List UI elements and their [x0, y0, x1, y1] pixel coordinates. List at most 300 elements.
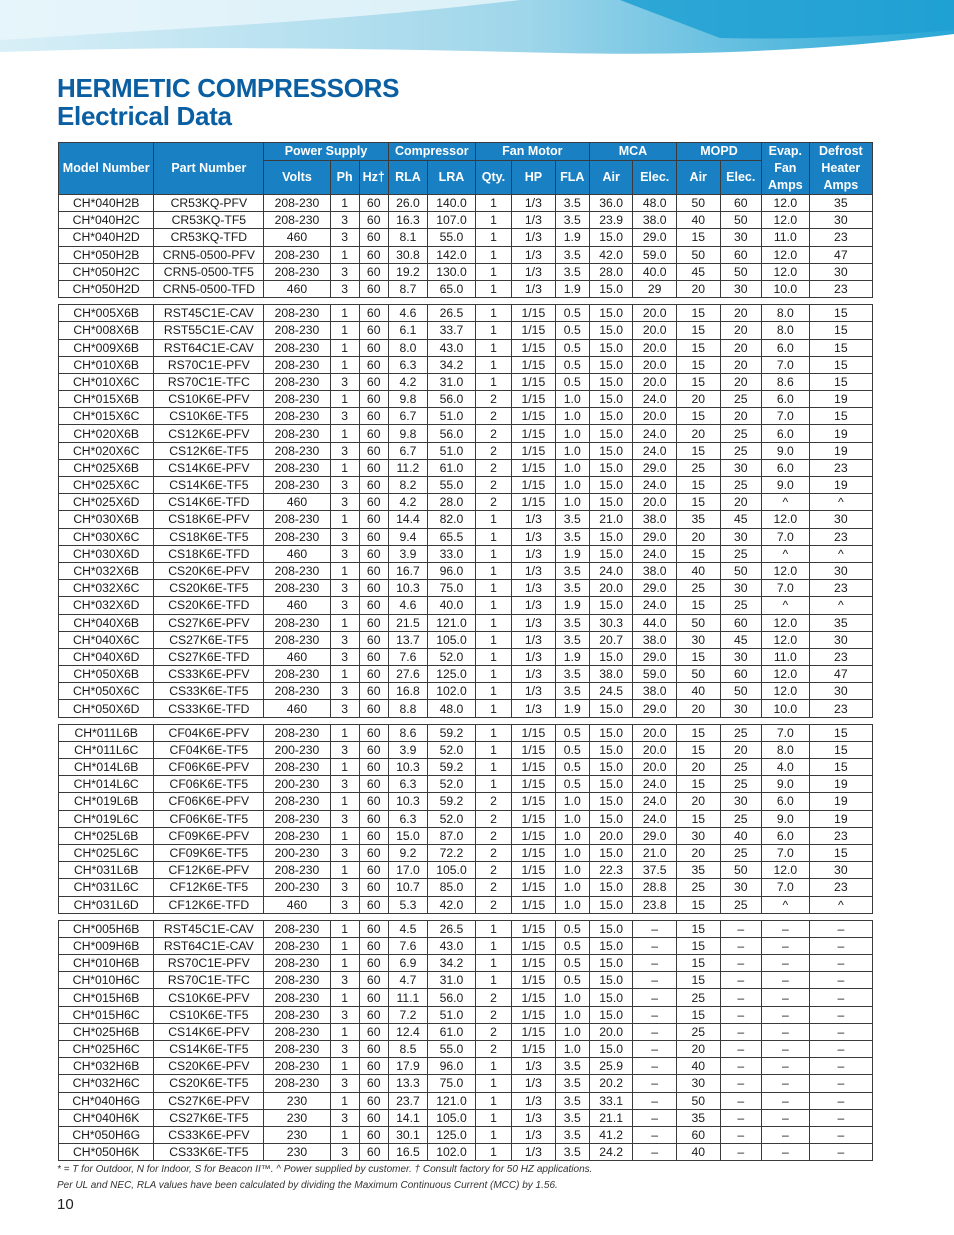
- table-cell: 3: [330, 477, 359, 494]
- table-cell: –: [761, 1092, 809, 1109]
- table-cell: 208-230: [264, 1075, 330, 1092]
- table-cell: 15.0: [589, 955, 633, 972]
- table-row: [59, 1092, 873, 1109]
- table-cell: CH*050H2B: [59, 246, 154, 263]
- table-row: [59, 356, 873, 373]
- table-cell: 30: [720, 459, 761, 476]
- table-cell: 30: [809, 862, 872, 879]
- table-cell: 30.3: [589, 614, 633, 631]
- table-cell: 23: [809, 528, 872, 545]
- table-cell: 0.5: [555, 920, 589, 937]
- table-cell: CH*025X6B: [59, 459, 154, 476]
- table-cell: 1: [330, 246, 359, 263]
- table-cell: 34.2: [428, 356, 476, 373]
- table-cell: –: [633, 955, 677, 972]
- table-cell: 208-230: [264, 322, 330, 339]
- table-cell: 30: [809, 511, 872, 528]
- table-cell: 16.5: [388, 1144, 427, 1161]
- table-cell: 25: [720, 844, 761, 861]
- table-cell: 1.0: [555, 459, 589, 476]
- table-cell: 34.2: [428, 955, 476, 972]
- table-cell: CH*014L6C: [59, 776, 154, 793]
- table-row: [59, 1023, 873, 1040]
- table-cell: CH*032H6B: [59, 1058, 154, 1075]
- table-cell: 25: [676, 459, 720, 476]
- table-cell: 60: [359, 562, 388, 579]
- table-cell: 208-230: [264, 989, 330, 1006]
- table-cell: 1/15: [512, 391, 556, 408]
- table-cell: 1.0: [555, 1023, 589, 1040]
- table-cell: 3: [330, 776, 359, 793]
- table-cell: 15.0: [589, 339, 633, 356]
- table-cell: 0.5: [555, 356, 589, 373]
- col-volts: Volts: [264, 160, 330, 194]
- table-cell: 208-230: [264, 263, 330, 280]
- table-cell: –: [761, 955, 809, 972]
- table-cell: 1: [475, 1058, 511, 1075]
- table-cell: 208-230: [264, 631, 330, 648]
- table-cell: 25: [720, 759, 761, 776]
- table-cell: 2: [475, 391, 511, 408]
- table-cell: 230: [264, 1092, 330, 1109]
- table-cell: 20: [720, 741, 761, 758]
- table-cell: 460: [264, 597, 330, 614]
- table-cell: 0.5: [555, 741, 589, 758]
- table-cell: 12.0: [761, 614, 809, 631]
- table-row: [59, 1041, 873, 1058]
- table-cell: 8.0: [761, 322, 809, 339]
- table-cell: 1/15: [512, 408, 556, 425]
- group-fan-motor: Fan Motor: [475, 143, 589, 161]
- table-cell: 3.5: [555, 1109, 589, 1126]
- table-cell: 60: [359, 580, 388, 597]
- table-cell: 35: [809, 195, 872, 212]
- table-cell: 15: [809, 408, 872, 425]
- table-cell: CS12K6E-PFV: [154, 425, 264, 442]
- table-cell: CH*040X6C: [59, 631, 154, 648]
- table-cell: 30: [809, 212, 872, 229]
- table-cell: 21.0: [589, 511, 633, 528]
- table-cell: 2: [475, 408, 511, 425]
- table-cell: 1: [475, 511, 511, 528]
- table-row: [59, 724, 873, 741]
- table-cell: CH*025L6C: [59, 844, 154, 861]
- group-separator: [59, 717, 873, 724]
- table-cell: 1: [330, 724, 359, 741]
- table-cell: CH*010X6C: [59, 373, 154, 390]
- table-cell: CS14K6E-TFD: [154, 494, 264, 511]
- table-cell: 15.0: [589, 879, 633, 896]
- table-cell: CRN5-0500-PFV: [154, 246, 264, 263]
- table-row: [59, 955, 873, 972]
- table-cell: 2: [475, 459, 511, 476]
- table-cell: –: [809, 1023, 872, 1040]
- table-cell: 3: [330, 1144, 359, 1161]
- table-cell: 4.0: [761, 759, 809, 776]
- table-cell: CH*030X6C: [59, 528, 154, 545]
- table-cell: 65.0: [428, 280, 476, 297]
- table-cell: 60: [359, 920, 388, 937]
- table-cell: 208-230: [264, 408, 330, 425]
- table-cell: 33.7: [428, 322, 476, 339]
- table-cell: 1/15: [512, 1006, 556, 1023]
- table-cell: –: [633, 1092, 677, 1109]
- table-cell: 1/3: [512, 1058, 556, 1075]
- table-cell: 2: [475, 862, 511, 879]
- page-title: HERMETIC COMPRESSORS: [57, 73, 400, 103]
- table-cell: 11.0: [761, 229, 809, 246]
- table-cell: CS12K6E-TF5: [154, 442, 264, 459]
- table-cell: 15: [809, 741, 872, 758]
- table-cell: 1/15: [512, 724, 556, 741]
- table-cell: CH*014L6B: [59, 759, 154, 776]
- table-cell: 23: [809, 648, 872, 665]
- table-cell: 1/3: [512, 1109, 556, 1126]
- table-cell: CF06K6E-TF5: [154, 776, 264, 793]
- table-cell: 3.5: [555, 631, 589, 648]
- table-cell: 3: [330, 631, 359, 648]
- table-cell: CH*031L6D: [59, 896, 154, 913]
- table-cell: 60: [359, 972, 388, 989]
- table-cell: 12.0: [761, 511, 809, 528]
- table-cell: –: [633, 1109, 677, 1126]
- table-cell: 1/15: [512, 356, 556, 373]
- table-cell: CF06K6E-TF5: [154, 810, 264, 827]
- table-cell: 60: [359, 494, 388, 511]
- table-row: [59, 776, 873, 793]
- table-cell: 2: [475, 425, 511, 442]
- table-cell: 208-230: [264, 920, 330, 937]
- table-cell: 1.0: [555, 844, 589, 861]
- table-cell: 43.0: [428, 339, 476, 356]
- table-cell: 25: [720, 776, 761, 793]
- table-cell: 20: [720, 339, 761, 356]
- table-cell: 102.0: [428, 683, 476, 700]
- table-cell: 9.4: [388, 528, 427, 545]
- table-cell: 2: [475, 879, 511, 896]
- table-cell: 1: [330, 1126, 359, 1143]
- table-row: [59, 683, 873, 700]
- table-cell: 15.0: [388, 827, 427, 844]
- table-cell: 25: [720, 896, 761, 913]
- table-cell: 40: [676, 562, 720, 579]
- table-cell: 6.1: [388, 322, 427, 339]
- table-row: [59, 1006, 873, 1023]
- table-cell: 25: [720, 597, 761, 614]
- table-cell: CH*050H2D: [59, 280, 154, 297]
- table-cell: CS10K6E-TF5: [154, 408, 264, 425]
- table-cell: 60: [720, 246, 761, 263]
- table-cell: 50: [720, 683, 761, 700]
- table-row: [59, 631, 873, 648]
- table-cell: CH*032X6C: [59, 580, 154, 597]
- table-cell: 460: [264, 700, 330, 717]
- table-cell: 60: [359, 391, 388, 408]
- table-cell: 50: [720, 862, 761, 879]
- table-cell: 60: [359, 1126, 388, 1143]
- table-cell: –: [633, 1126, 677, 1143]
- table-cell: 1: [330, 305, 359, 322]
- table-cell: 38.0: [633, 631, 677, 648]
- table-cell: 200-230: [264, 879, 330, 896]
- table-cell: 208-230: [264, 827, 330, 844]
- table-cell: 208-230: [264, 459, 330, 476]
- table-cell: 45: [720, 631, 761, 648]
- table-cell: 16.3: [388, 212, 427, 229]
- table-cell: 0.5: [555, 776, 589, 793]
- table-cell: 3: [330, 700, 359, 717]
- table-cell: 1: [475, 580, 511, 597]
- table-cell: 1: [475, 724, 511, 741]
- table-cell: 20.0: [633, 356, 677, 373]
- table-cell: CR53KQ-TF5: [154, 212, 264, 229]
- table-cell: 1/15: [512, 373, 556, 390]
- table-cell: 23.9: [589, 212, 633, 229]
- table-cell: 3: [330, 896, 359, 913]
- table-cell: 10.0: [761, 280, 809, 297]
- table-cell: CS27K6E-PFV: [154, 1092, 264, 1109]
- table-cell: 6.3: [388, 776, 427, 793]
- table-cell: 25: [720, 477, 761, 494]
- table-row: [59, 442, 873, 459]
- table-cell: 1: [475, 614, 511, 631]
- table-cell: 1/3: [512, 229, 556, 246]
- table-cell: 1: [475, 972, 511, 989]
- table-cell: 1: [475, 195, 511, 212]
- table-cell: 20.0: [633, 759, 677, 776]
- table-cell: 15: [676, 545, 720, 562]
- table-cell: 208-230: [264, 614, 330, 631]
- table-cell: CH*032X6D: [59, 597, 154, 614]
- table-cell: 38.0: [633, 562, 677, 579]
- table-row: [59, 229, 873, 246]
- table-cell: 2: [475, 1041, 511, 1058]
- table-cell: 10.3: [388, 580, 427, 597]
- table-cell: 208-230: [264, 683, 330, 700]
- table-cell: 1: [330, 339, 359, 356]
- table-cell: CH*050H6K: [59, 1144, 154, 1161]
- table-cell: 15.0: [589, 776, 633, 793]
- table-cell: 208-230: [264, 810, 330, 827]
- col-evap-fan-amps: Evap. Fan Amps: [761, 143, 809, 195]
- table-cell: 25: [676, 989, 720, 1006]
- table-cell: 15.0: [589, 700, 633, 717]
- table-cell: 1: [475, 920, 511, 937]
- table-cell: CH*050H2C: [59, 263, 154, 280]
- table-cell: –: [720, 1092, 761, 1109]
- table-cell: 60: [359, 212, 388, 229]
- table-cell: 12.0: [761, 862, 809, 879]
- table-cell: CH*030X6D: [59, 545, 154, 562]
- table-cell: 60: [359, 989, 388, 1006]
- table-cell: 3.5: [555, 1058, 589, 1075]
- table-cell: 26.0: [388, 195, 427, 212]
- table-cell: 60: [676, 1126, 720, 1143]
- table-cell: CH*032H6C: [59, 1075, 154, 1092]
- table-row: [59, 1058, 873, 1075]
- table-cell: 21.0: [633, 844, 677, 861]
- table-cell: –: [720, 920, 761, 937]
- table-cell: 40: [720, 827, 761, 844]
- table-cell: 1.0: [555, 442, 589, 459]
- table-row: [59, 212, 873, 229]
- table-cell: 56.0: [428, 425, 476, 442]
- table-cell: –: [633, 1041, 677, 1058]
- table-cell: 60: [359, 1092, 388, 1109]
- table-cell: 19: [809, 477, 872, 494]
- table-cell: 30.8: [388, 246, 427, 263]
- table-cell: CH*019L6B: [59, 793, 154, 810]
- table-cell: 200-230: [264, 741, 330, 758]
- table-cell: 1: [475, 1075, 511, 1092]
- table-cell: 125.0: [428, 1126, 476, 1143]
- table-cell: 15.0: [589, 724, 633, 741]
- table-cell: 15.0: [589, 741, 633, 758]
- table-cell: 1/3: [512, 700, 556, 717]
- table-cell: 1/3: [512, 528, 556, 545]
- table-row: [59, 741, 873, 758]
- table-cell: 1/15: [512, 955, 556, 972]
- table-cell: 3: [330, 408, 359, 425]
- table-cell: 1.0: [555, 989, 589, 1006]
- group-separator: [59, 913, 873, 920]
- table-cell: 9.2: [388, 844, 427, 861]
- table-cell: 24.0: [633, 597, 677, 614]
- table-cell: 31.0: [428, 373, 476, 390]
- col-hp: HP: [512, 160, 556, 194]
- table-cell: 82.0: [428, 511, 476, 528]
- table-cell: 208-230: [264, 246, 330, 263]
- electrical-data-table: [58, 142, 873, 1161]
- table-cell: 60: [359, 1075, 388, 1092]
- table-cell: 1: [475, 741, 511, 758]
- group-power-supply: Power Supply: [264, 143, 388, 161]
- table-cell: 1: [330, 793, 359, 810]
- table-cell: RS70C1E-PFV: [154, 356, 264, 373]
- table-cell: CR53KQ-TFD: [154, 229, 264, 246]
- table-cell: 20: [676, 844, 720, 861]
- table-cell: 15.0: [589, 989, 633, 1006]
- table-cell: 6.0: [761, 827, 809, 844]
- table-cell: 8.0: [761, 741, 809, 758]
- table-cell: CH*031L6B: [59, 862, 154, 879]
- table-cell: 208-230: [264, 862, 330, 879]
- col-mca-air: Air: [589, 160, 633, 194]
- table-cell: 42.0: [589, 246, 633, 263]
- table-cell: –: [761, 1058, 809, 1075]
- table-cell: 20: [676, 700, 720, 717]
- table-row: [59, 562, 873, 579]
- table-cell: 9.8: [388, 391, 427, 408]
- table-cell: 20: [676, 391, 720, 408]
- table-cell: ^: [809, 545, 872, 562]
- table-cell: –: [761, 1041, 809, 1058]
- table-cell: 1/15: [512, 810, 556, 827]
- table-cell: 1/15: [512, 793, 556, 810]
- group-separator: [59, 298, 873, 305]
- table-cell: 60: [359, 305, 388, 322]
- table-cell: –: [809, 1126, 872, 1143]
- table-cell: 85.0: [428, 879, 476, 896]
- table-cell: ^: [809, 896, 872, 913]
- table-cell: 121.0: [428, 1092, 476, 1109]
- table-cell: 9.0: [761, 776, 809, 793]
- table-row: [59, 263, 873, 280]
- table-cell: 8.6: [388, 724, 427, 741]
- table-cell: CH*040H2B: [59, 195, 154, 212]
- table-cell: 1: [475, 246, 511, 263]
- table-cell: CH*040H2D: [59, 229, 154, 246]
- table-cell: 15.0: [589, 408, 633, 425]
- table-cell: 60: [359, 280, 388, 297]
- table-cell: 60: [359, 741, 388, 758]
- table-cell: 25: [720, 391, 761, 408]
- table-cell: –: [809, 1144, 872, 1161]
- table-cell: CH*040H6G: [59, 1092, 154, 1109]
- table-cell: 21.1: [589, 1109, 633, 1126]
- table-cell: 1: [330, 666, 359, 683]
- table-cell: 15: [809, 339, 872, 356]
- table-cell: –: [761, 1144, 809, 1161]
- table-cell: 3: [330, 212, 359, 229]
- table-cell: 25.9: [589, 1058, 633, 1075]
- table-cell: 61.0: [428, 1023, 476, 1040]
- table-cell: 51.0: [428, 408, 476, 425]
- table-cell: 23: [809, 879, 872, 896]
- table-row: [59, 373, 873, 390]
- table-cell: CH*030X6B: [59, 511, 154, 528]
- table-cell: CH*015X6C: [59, 408, 154, 425]
- table-cell: 20.0: [589, 827, 633, 844]
- table-row: [59, 937, 873, 954]
- table-cell: 15: [676, 494, 720, 511]
- table-cell: 1/3: [512, 545, 556, 562]
- table-cell: 3: [330, 229, 359, 246]
- table-cell: 20: [720, 494, 761, 511]
- table-cell: 1/3: [512, 1126, 556, 1143]
- col-part-number: Part Number: [154, 143, 264, 195]
- table-cell: –: [809, 1058, 872, 1075]
- table-cell: 11.2: [388, 459, 427, 476]
- table-cell: 3: [330, 1006, 359, 1023]
- table-cell: –: [720, 1075, 761, 1092]
- table-cell: ^: [761, 545, 809, 562]
- table-cell: 0.5: [555, 373, 589, 390]
- table-cell: 51.0: [428, 1006, 476, 1023]
- table-cell: CS10K6E-PFV: [154, 989, 264, 1006]
- table-cell: 3.9: [388, 741, 427, 758]
- table-cell: 87.0: [428, 827, 476, 844]
- table-cell: CH*040X6D: [59, 648, 154, 665]
- table-cell: 3.5: [555, 528, 589, 545]
- table-cell: 1: [475, 229, 511, 246]
- table-cell: 15: [809, 356, 872, 373]
- table-cell: 15: [809, 373, 872, 390]
- table-cell: 1.9: [555, 280, 589, 297]
- table-cell: 7.6: [388, 937, 427, 954]
- table-cell: 30: [720, 528, 761, 545]
- table-cell: 24.0: [633, 442, 677, 459]
- table-cell: 60: [359, 246, 388, 263]
- table-cell: 35: [676, 1109, 720, 1126]
- table-cell: –: [720, 937, 761, 954]
- table-cell: 23.8: [633, 896, 677, 913]
- table-cell: 0.5: [555, 724, 589, 741]
- table-cell: 15.0: [589, 477, 633, 494]
- table-cell: 40: [676, 1058, 720, 1075]
- table-cell: 47: [809, 666, 872, 683]
- table-cell: –: [720, 1144, 761, 1161]
